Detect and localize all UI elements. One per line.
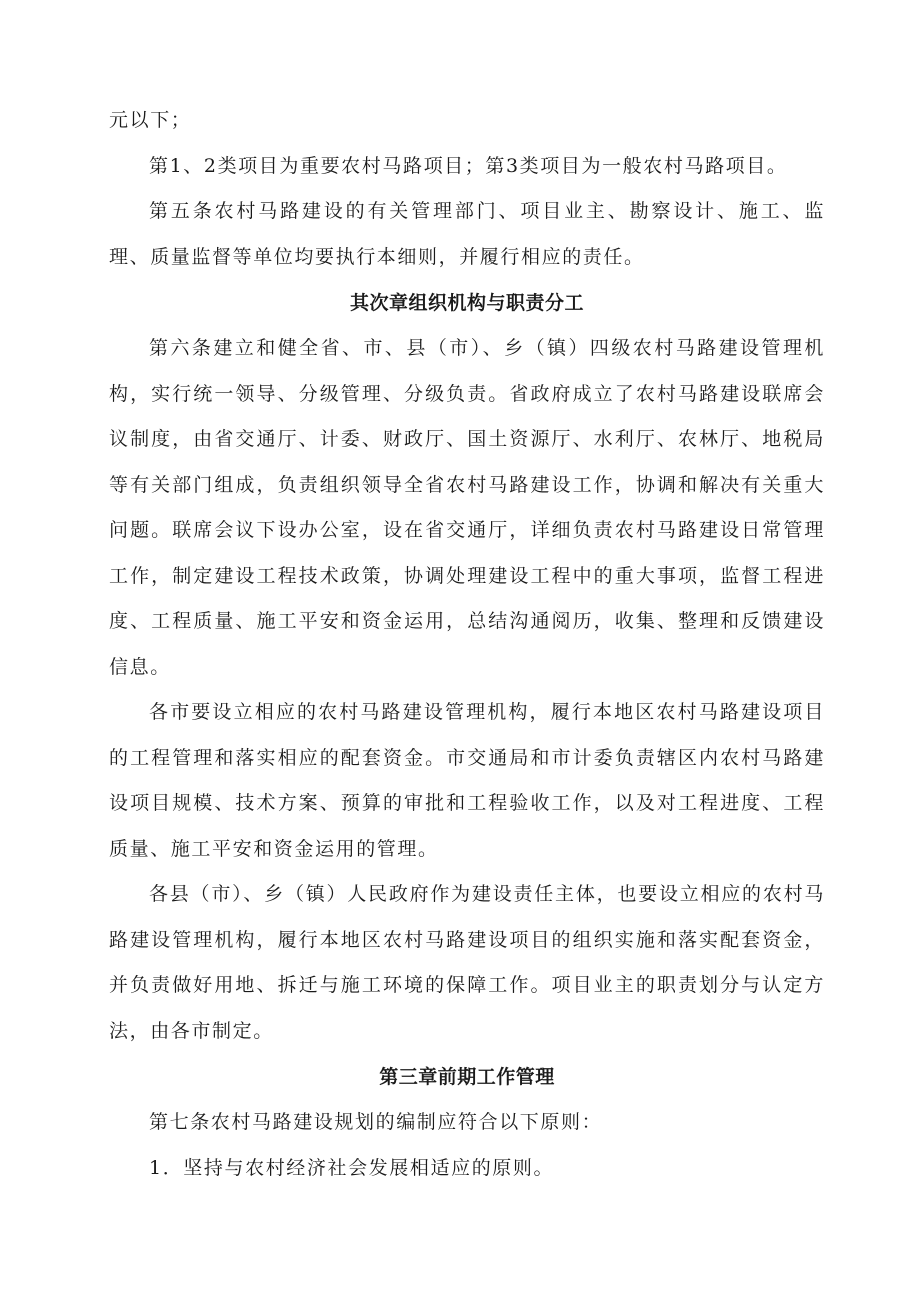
document-page — [109, 98, 825, 1191]
paragraph-city-agencies: 各市要设立相应的农村马路建设管理机构，履行本地区农村马路建设项目的工程管理和落实相应的配套资金。市交通局和市计委负责辖区内农村马路建设项目规模、技术方案、预算的审批和工程验收工作，以及对工程进度、工程质量、施工平安和资金运用的管理。 — [109, 701, 825, 860]
paragraph-project-classes: 第1、2类项目为重要农村马路项目；第3类项目为一般农村马路项目。 — [149, 154, 788, 177]
paragraph-article-7: 第七条农村马路建设规划的编制应符合以下原则： — [149, 1111, 603, 1133]
paragraph-county-governments: 各县（市）、乡（镇）人民政府作为建设责任主体，也要设立相应的农村马路建设管理机构，履行本地区农村马路建设项目的组织实施和落实配套资金，并负责做好用地、拆迁与施工环境的保障工作。项目业主的职责划分与认定方法，由各市制定。 — [109, 883, 825, 1042]
paragraph-article-5: 第五条农村马路建设的有关管理部门、项目业主、勘察设计、施工、监理、质量监督等单位均要执行本细则，并履行相应的责任。 — [109, 200, 825, 268]
chapter-heading-3: 第三章前期工作管理 — [379, 1066, 555, 1088]
list-item-principle-1: 1．坚持与农村经济社会发展相适应的原则。 — [149, 1156, 555, 1179]
paragraph-continuation: 元以下； — [109, 109, 192, 131]
paragraph-article-6: 第六条建立和健全省、市、县（市）、乡（镇）四级农村马路建设管理机构，实行统一领导、分级管理、分级负责。省政府成立了农村马路建设联席会议制度，由省交通厅、计委、财政厅、国土资源厅、水利厅、农林厅、地税局等有关部门组成，负责组织领导全省农村马路建设工作，协调和解决有关重大问题。联席会议下设办公室，设在省交通厅，详细负责农村马路建设日常管理工作，制定建设工程技术政策，协调处理建设工程中的重大事项，监督工程进度、工程质量、施工平安和资金运用，总结沟通阅历，收集、整理和反馈建设信息。 — [109, 337, 825, 678]
chapter-heading-2: 其次章组织机构与职责分工 — [349, 292, 584, 314]
